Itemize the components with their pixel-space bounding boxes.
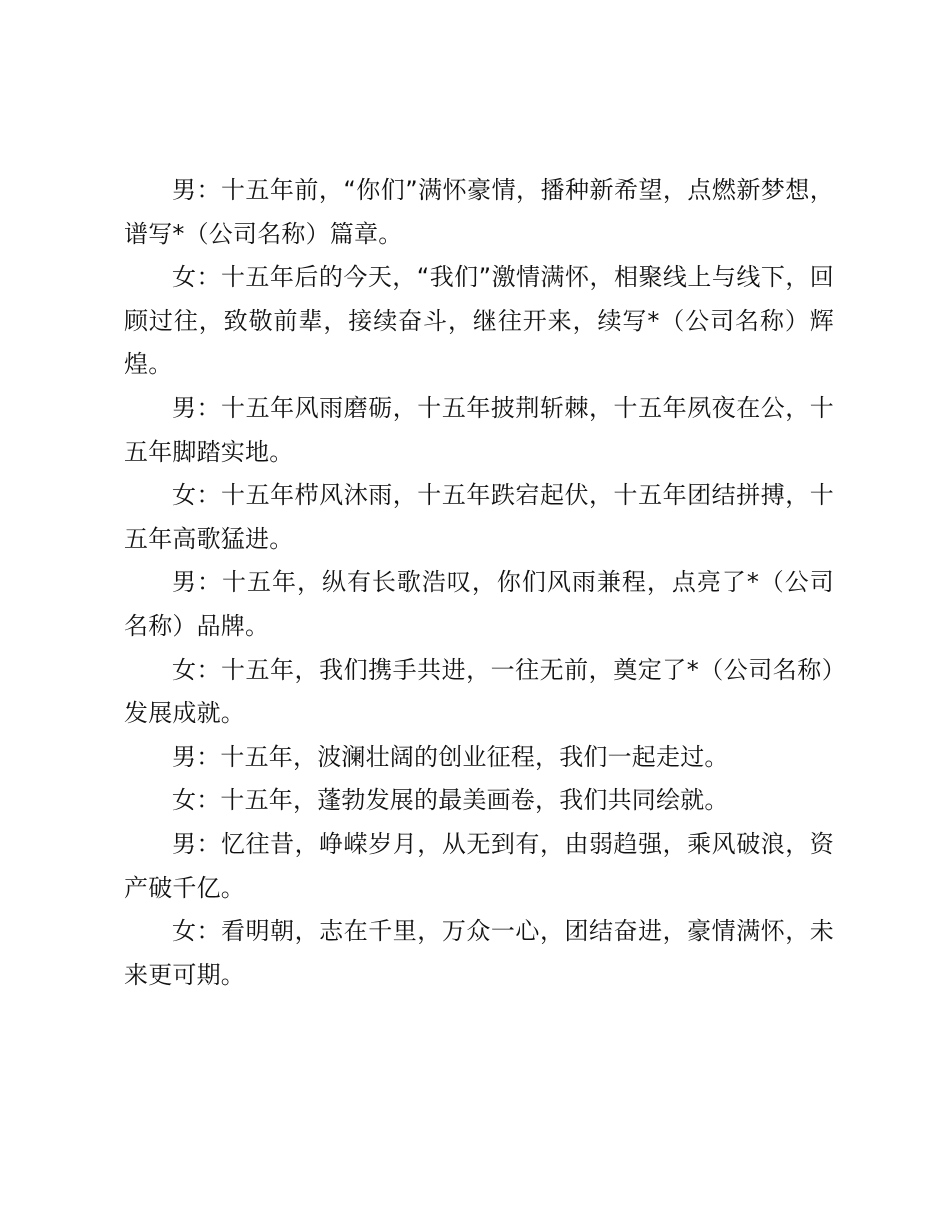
dialogue-paragraph-6: 女：十五年，我们携手共进，一往无前，奠定了*（公司名称）发展成就。 (124, 655, 834, 728)
dialogue-paragraph-3: 男：十五年风雨磨砺，十五年披荆斩棘，十五年夙夜在公，十五年脚踏实地。 (124, 393, 834, 466)
dialogue-paragraph-2: 女：十五年后的今天，“我们”激情满怀，相聚线上与线下，回顾过往，致敬前辈，接续奋斗，继往开来，续写*（公司名称）辉煌。 (124, 263, 834, 379)
dialogue-paragraph-4: 女：十五年栉风沐雨，十五年跌宕起伏，十五年团结拼搏，十五年高歌猛进。 (124, 481, 834, 553)
dialogue-paragraph-10: 女：看明朝，志在千里，万众一心，团结奋进，豪情满怀，未来更可期。 (124, 917, 834, 989)
dialogue-paragraph-9: 男：忆往昔，峥嵘岁月，从无到有，由弱趋强，乘风破浪，资产破千亿。 (124, 829, 834, 902)
dialogue-paragraph-8: 女：十五年，蓬勃发展的最美画卷，我们共同绘就。 (172, 786, 729, 815)
document-page (124, 169, 834, 997)
dialogue-paragraph-1: 男：十五年前，“你们”满怀豪情，播种新希望，点燃新梦想，谱写*（公司名称）篇章。 (124, 176, 834, 248)
dialogue-paragraph-5: 男：十五年，纵有长歌浩叹，你们风雨兼程，点亮了*（公司名称）品牌。 (124, 568, 834, 640)
dialogue-paragraph-7: 男：十五年，波澜壮阔的创业征程，我们一起走过。 (172, 742, 729, 771)
